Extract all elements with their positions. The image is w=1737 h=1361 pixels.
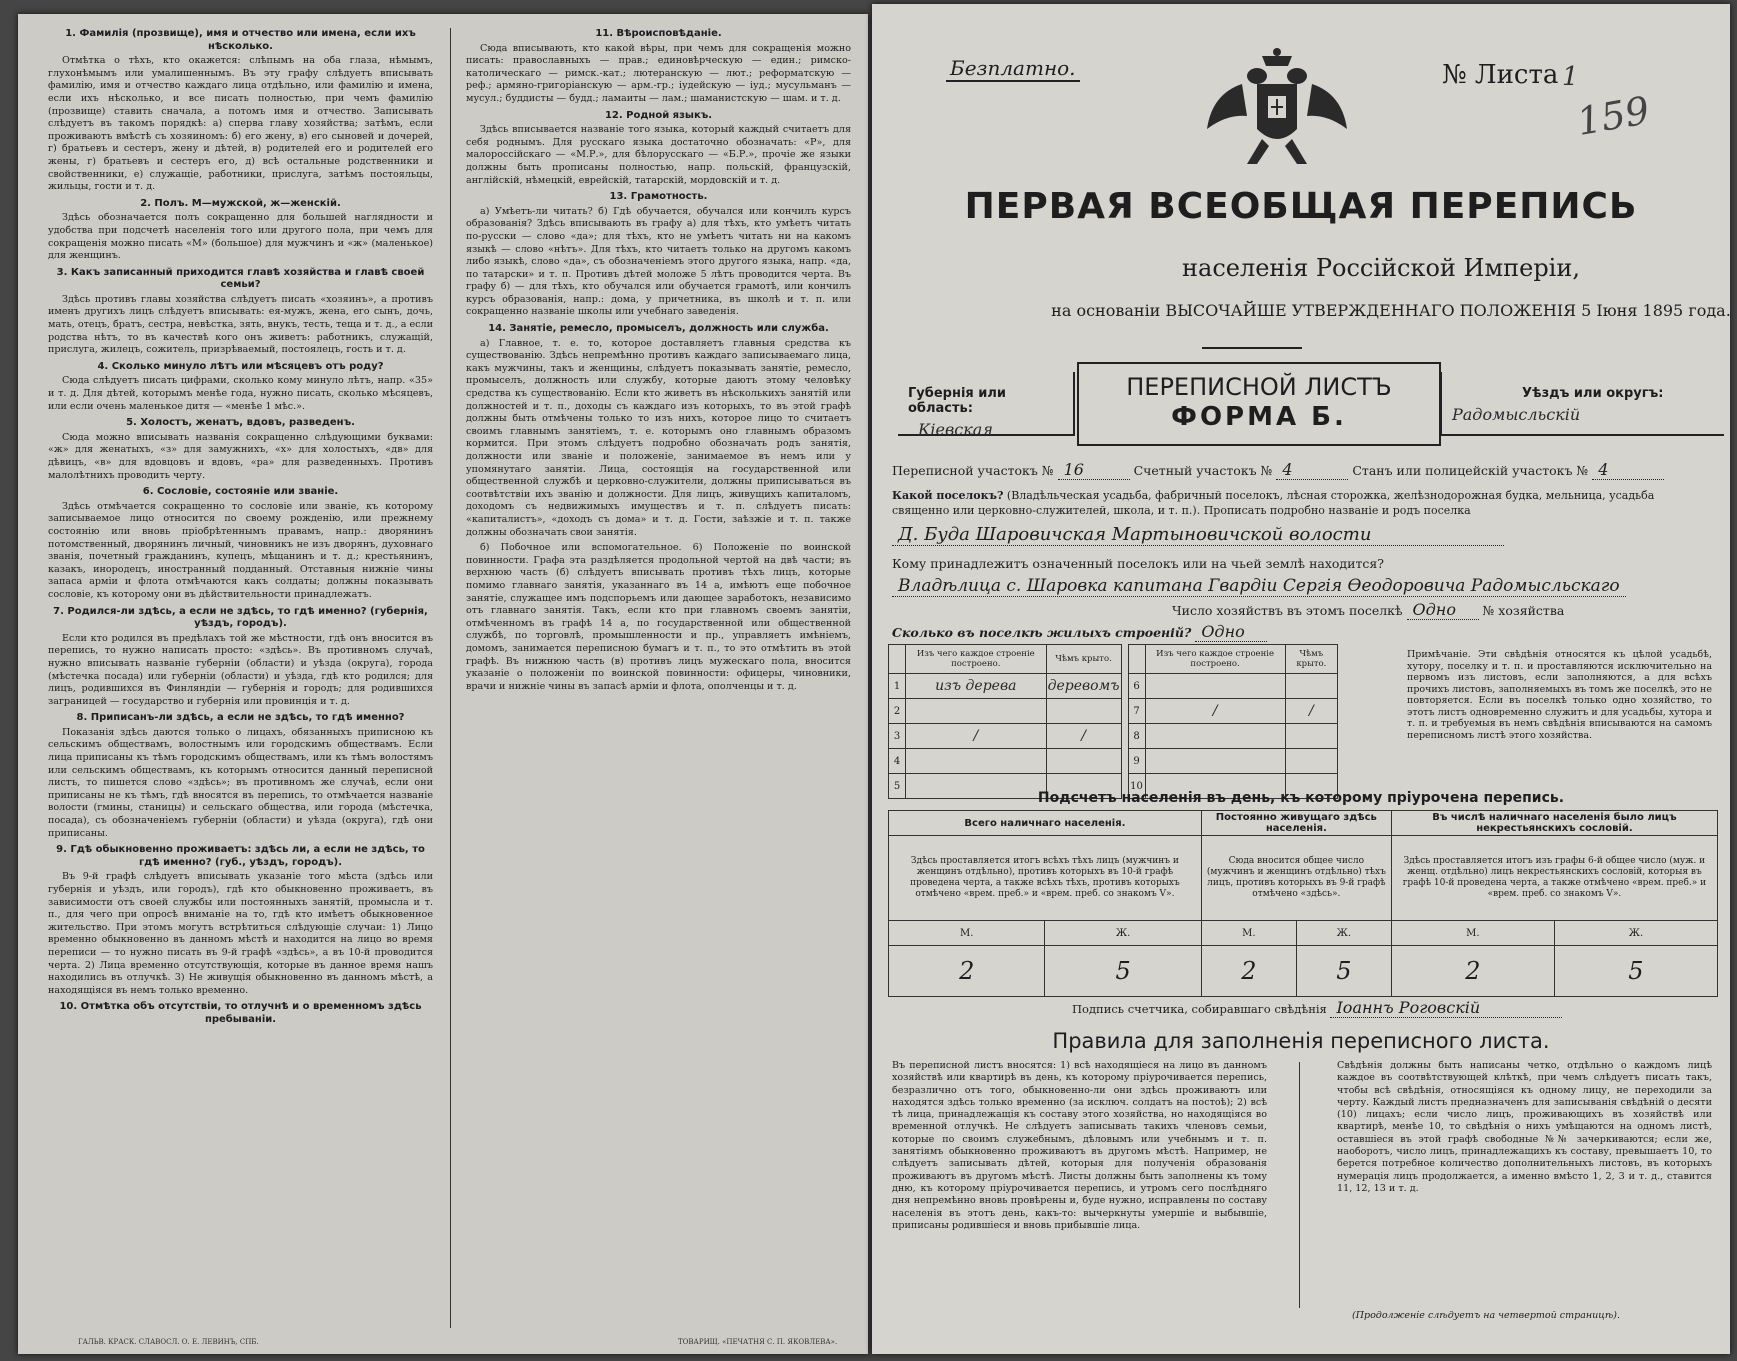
building-material: [1145, 724, 1285, 749]
left-page: [18, 14, 868, 1354]
building-number: 3: [889, 724, 906, 749]
printer-footer-right: ТОВАРИЩ. «ПЕЧАТНЯ С. П. ЯКОВЛЕВА».: [678, 1338, 838, 1346]
province-value: Кіевская: [918, 420, 993, 439]
building-material: [1145, 674, 1285, 699]
instruction-heading: 6. Сословіе, состояніе или званіе.: [142, 486, 339, 498]
population-column-header: Въ числѣ наличнаго населенія было лицъ некрестьянскихъ сословій.: [1391, 811, 1717, 836]
printer-footer-left: ГАЛЬВ. КРАСК. СЛАВОСЛ. О. Е. ЛЕВИНЪ, СПБ.: [78, 1338, 259, 1346]
building-material: /: [1145, 699, 1285, 724]
instruction-text: Если кто родился въ предѣлахъ той же мѣстности, гдѣ онъ вносится въ перепись, то нужно написать просто: «здѣсь». Въ противномъ случаѣ, нужно вписывать названіе губерніи (области) и уѣзда (округа), города (мѣстечка посада) или губерніи (области) и уѣзда, гдѣ кто родился; для лицъ, родившихся въ Финляндіи — губернія и городъ; для родившихся заграницей — государство и губернія или провинція и т. д.: [48, 632, 433, 707]
building-roof: /: [1046, 724, 1121, 749]
signature-value: Іоаннъ Роговскій: [1330, 998, 1562, 1018]
building-number: 9: [1128, 749, 1145, 774]
instruction-text: а) Умѣетъ-ли читать? б) Гдѣ обучается, обучался или кончилъ курсъ образованія? Здѣсь вписывають въ графу а) для тѣхъ, кто умѣетъ читать по-русски — слово «да»; для тѣхъ, кто не умѣетъ читать ни на какомъ языкѣ — слово «нѣтъ». Для тѣхъ, кто читаетъ только на другомъ какомъ либо языкѣ, слово «да», съ обозначеніемъ этого другого языка, напр. «да, по татарски» и т. п. Противъ дѣтей моложе 5 лѣтъ проводится черта. Въ графу б) — для тѣхъ, кто обучался или обучается грамотѣ, или кончилъ курсъ образованія, напр.: дома, у причетника, въ школѣ и т. п. или сокращенно названіе школы или учебнаго заведенія.: [466, 205, 851, 318]
census-area-line: [892, 460, 1712, 480]
settlement-label: Какой поселокъ?: [892, 489, 1004, 502]
instruction-text: Здѣсь отмѣчается сокращенно то сословіе или званіе, къ которому записываемое лицо относится по своему рожденію, или прежнему состоянію или вновь пріобрѣтеннымъ правамъ, напр.: дворянинъ потомственный, дворянинъ личный, чиновникъ не изъ дворянъ, духовнаго званія, почетный гражданинъ, купецъ, мѣщанинъ и т. д.; крестьянинъ, казакъ, инородецъ, иностранный подданный. Отставныя нижніе чины запаса армiи и флота отмѣчаются какъ солдаты; должны показывать сословіе, къ которому они въ дѣйствительности принадлежатъ.: [48, 500, 433, 600]
population-table: [888, 810, 1718, 997]
instruction-heading: 1. Фамилія (прозвище), имя и отчество или имена, если ихъ нѣсколько.: [65, 28, 416, 52]
district-value: Радомысльскій: [1452, 405, 1581, 424]
building-roof: /: [1285, 699, 1337, 724]
province-box: [898, 372, 1075, 439]
instruction-heading: 5. Холостъ, женатъ, вдовъ, разведенъ.: [126, 417, 355, 429]
male-label: М.: [1201, 921, 1296, 946]
instruction-text: Сюда слѣдуетъ писать цифрами, сколько кому минуло лѣтъ, напр. «35» и т. д. Для дѣтей, которымъ менѣе года, нужно писать, сколько мѣсяцевъ, или если очень маленькое дитя — «менѣе 1 мѣс.».: [48, 375, 433, 412]
population-column-description: Здѣсь проставляется итогъ всѣхъ тѣхъ лицъ (мужчинъ и женщинъ отдѣльно), противъ которыхъ въ 10-й графѣ проведена черта, а также всѣхъ тѣхъ, противъ которыхъ отмѣчено «врем. преб.» и «врем. преб. со знакомъ V».: [889, 836, 1202, 921]
police-area-value: 4: [1592, 460, 1664, 480]
male-label: М.: [1391, 921, 1554, 946]
instruction-text: б) Побочное или вспомогательное. 6) Положеніе по воинской повинности. Графа эта раздѣляется продольной чертой на двѣ части; въ верхнюю часть (б) слѣдуетъ вписывать противъ тѣхъ лицъ, которые помимо главнаго занятія, указаннаго въ 14 а, имѣютъ еще побочное занятіе, служащее имъ подспорьемъ или дающее заработокъ, независимо отъ главнаго занятія. Такъ, если кто при главномъ своемъ занятіи, отмѣченномъ въ графѣ 14 а, по государственной или общественной службѣ, по торговлѣ, промышленности и пр., управляетъ имѣніемъ, домомъ, занимается переписною бумагъ и т. п., то это отмѣтить въ этой графѣ. Въ нижнюю часть (в) противъ лицъ мужескаго пола, вносится указаніе о положеніи по воинской повинности: офицеры, чиновники, врачи и нижніе чины въ запасѣ армiи и флота, ополченцы и т. д.: [466, 542, 851, 692]
female-label: Ж.: [1045, 921, 1201, 946]
instruction-text: Сюда вписывають, кто какой вѣры, при чемъ для сокращенія можно писать: православныхъ — прав.; единовѣрческую — един.; римско-католическаго — римск.-кат.; лютеранскую — лют.; реформатскую — реф.; армяно-григоріанскую — арм.-гр.; іудейскую — іуд.; мусульманъ — мусул.; буддисты — будд.; ламаиты — лам.; шаманистскую — шам. и т. д.: [466, 42, 851, 104]
archive-page-number: 159: [1573, 88, 1653, 144]
building-material: [1145, 749, 1285, 774]
buildings-line: [892, 622, 1712, 642]
gap: [1121, 674, 1128, 699]
male-label: М.: [889, 921, 1045, 946]
building-roof: [1046, 749, 1121, 774]
settlement-line: [892, 488, 1712, 518]
owner-value-line: [892, 576, 1712, 597]
instruction-heading: 9. Гдѣ обыкновенно проживаетъ: здѣсь ли, а если не здѣсь, то гдѣ именно? (губ., уѣздъ, городъ).: [56, 844, 425, 868]
male-count: 2: [1201, 946, 1296, 997]
instruction-heading: 11. Вѣроисповѣданіе.: [595, 28, 722, 39]
population-column-description: Сюда вносится общее число (мужчинъ и женщинъ отдѣльно) тѣхъ лицъ, противъ которыхъ въ 9-й графѣ отмѣчено «здѣсь».: [1201, 836, 1391, 921]
rules-title: Правила для заполненія переписного листа.: [1052, 1029, 1550, 1053]
province-label: Губернія или область:: [908, 386, 1007, 416]
female-label: Ж.: [1554, 921, 1717, 946]
continued-note: (Продолженіе слѣдуетъ на четвертой страницѣ).: [1352, 1310, 1620, 1321]
rules-divider: [1299, 1062, 1300, 1308]
instruction-text: Здѣсь вписывается названіе того языка, который каждый считаетъ для себя роднымъ. Для русскаго языка достаточно обозначать: «Р», для малороссійскаго — «М.Р.», для бѣлорусскаго — «Б.Р.», прочіе же языки должны быть прописаны полностью, напр. польскій, французскій, англійскій, нѣмецкій, еврейскій, татарскій, мордовскій и т. д.: [466, 124, 851, 186]
col-material: Изъ чего каждое строеніе построено.: [906, 645, 1047, 674]
female-label: Ж.: [1296, 921, 1391, 946]
female-count: 5: [1554, 946, 1717, 997]
building-number: 2: [889, 699, 906, 724]
building-number: 1: [889, 674, 906, 699]
building-roof: [1285, 724, 1337, 749]
settlement-hint: (Владѣльческая усадьба, фабричный поселокъ, лѣсная сторожка, желѣзнодорожная будка, мельница, усадьба священно или церковно-служителей, школа, и т. п.). Прописать подробно названіе и родъ поселка: [892, 489, 1655, 517]
count-area-label: Счетный участокъ №: [1133, 463, 1273, 478]
building-roof: деревомъ: [1046, 674, 1121, 699]
free-label: Безплатно.: [946, 56, 1080, 82]
settlement-value-line: [892, 524, 1712, 546]
building-row: [889, 699, 1338, 724]
male-count: 2: [1391, 946, 1554, 997]
instruction-heading: 12. Родной языкъ.: [604, 109, 713, 121]
instruction-heading: 4. Сколько минуло лѣтъ или мѣсяцевъ отъ роду?: [97, 360, 384, 372]
households-line: [1172, 600, 1712, 620]
instructions-column-2: [466, 24, 851, 696]
col-roof: Чѣмъ крыто.: [1046, 645, 1121, 674]
column-divider: [450, 28, 451, 1328]
document-subtitle: населенія Россійской Имперіи,: [1182, 254, 1580, 282]
building-number: 6: [1128, 674, 1145, 699]
buildings-note: Примѣчаніе. Эти свѣдѣнія относятся къ цѣлой усадьбѣ, хутору, поселку и т. п. и проставляются исключительно на первомъ изъ листовъ, если заполняются, а для всѣхъ прочихъ листовъ, заполняемыхъ въ томъ же поселкѣ, это не повторяется. Если въ поселкѣ только одно хозяйство, то этотъ листъ одновременно служитъ и для усадьбы, хутора и т. п. и требуемыя въ немъ свѣдѣнія вписываются на самомъ переписномъ листѣ этого хозяйства.: [1407, 649, 1712, 741]
building-number: 4: [889, 749, 906, 774]
instruction-text: а) Главное, т. е. то, которое доставляетъ главныя средства къ существованію. Здѣсь непремѣнно противъ каждаго записываемаго лица, какъ мужчины, такъ и женщины, слѣдуетъ показывать занятіе, ремесло, промыселъ, должность или службу, которые даютъ этому человѣку средства къ существованію. Если кто живетъ въ нѣсколькихъ занятій или должностей и т. п., доходы съ каждаго изъ которыхъ, то въ этой графѣ должны быть отмѣчены только то изъ нихъ, которое лицо то считаетъ своимъ главнымъ занятіемъ, т. е. которымъ оно главнымъ образомъ кормится. При этомъ слѣдуетъ подробно обозначать родъ занятія, должности или званіе и положеніе, занимаемое въ немъ или у упомянутаго занятіи. Лица, состоящія на государственной или общественной службѣ и церковно-служители, должны приписываться въ соотвѣтствіи ихъ званію и должности. Для лицъ, живущихъ капиталомъ, доходомъ съ недвижимыхъ имуществъ и т. п. слѣдуетъ писать: «капиталистъ», «доходъ съ дома» и т. д. Гости, заѣзжіе и т. п. также должны обозначать свои занятія.: [466, 337, 851, 538]
instruction-text: Здѣсь противъ главы хозяйства слѣдуетъ писать «хозяинъ», а противъ именъ другихъ лицъ слѣдуетъ вписывать: ея-мужъ, жена, его сынъ, дочь, мать, отецъ, братъ, сестра, невѣстка, зять, внукъ, тесть, теща и т. д., а если родства нѣтъ, то въ качествѣ кого онъ живетъ: работникъ, служащій, прислуга, жилецъ, сожитель, призрѣваемый, постоялецъ, гость и т. д.: [48, 293, 433, 356]
census-area-value: 16: [1058, 460, 1130, 480]
sheet-label: № Листа: [1442, 60, 1559, 90]
double-headed-eagle-emblem: [1202, 44, 1352, 174]
district-box: [1440, 372, 1724, 436]
col-roof-2: Чѣмъ крыто.: [1285, 645, 1337, 674]
building-material: [906, 699, 1047, 724]
col-material-2: Изъ чего каждое строеніе построено.: [1145, 645, 1285, 674]
form-title-box: [1077, 362, 1441, 446]
instruction-heading: 10. Отмѣтка объ отсутствіи, то отлучнѣ и о временномъ здѣсь пребываніи.: [59, 1001, 422, 1025]
gap: [1121, 724, 1128, 749]
instruction-heading: 13. Грамотность.: [609, 191, 708, 203]
title-divider: [1202, 347, 1302, 349]
owner-label: Кому принадлежитъ означенный поселокъ или на чьей землѣ находится?: [892, 556, 1384, 571]
building-material: /: [906, 724, 1047, 749]
households-label: Число хозяйствъ въ этомъ поселкѣ: [1172, 603, 1403, 618]
female-count: 5: [1045, 946, 1201, 997]
enumerator-signature-line: [1072, 998, 1562, 1018]
right-page: [872, 4, 1730, 1354]
police-area-label: Станъ или полицейскій участокъ №: [1352, 463, 1589, 478]
form-title: [1079, 372, 1439, 432]
gap: [1121, 699, 1128, 724]
document-title: ПЕРВАЯ ВСЕОБЩАЯ ПЕРЕПИСЬ: [964, 186, 1638, 227]
instruction-text: Сюда можно вписывать названія сокращенно слѣдующими буквами: «ж» для женатыхъ, «з» для замужнихъ, «х» для холостыхъ, «дв» для дѣвицъ, «в» для вдовцовъ и вдовъ, «ра» для разведенныхъ. Противъ малолѣтнихъ проводить черту.: [48, 431, 433, 481]
instruction-heading: 2. Полъ. М—мужской, ж—женскій.: [140, 197, 341, 209]
district-label: Уѣздъ или округъ:: [1522, 386, 1664, 401]
building-row: [889, 724, 1338, 749]
settlement-value: Д. Буда Шаровичская Мартыновичской волости: [892, 524, 1504, 546]
census-area-label: Переписной участокъ №: [892, 463, 1054, 478]
buildings-value: Одно: [1195, 622, 1267, 642]
instruction-text: Отмѣтка о тѣхъ, кто окажется: слѣпымъ на оба глаза, нѣмымъ, глухонѣмымъ или умалишеннымъ. Въ эту графу слѣдуетъ вписывать фамилію, имя и отчество каждаго лица отдѣльно, или фамилію и имена, если ихъ нѣсколько, и все писать полностью, при чемъ фамилію (прозвище) ставить сначала, а потомъ имя и отчество. Записывать слѣдуетъ въ такомъ порядкѣ: а) сперва главу хозяйства; затѣмъ, если проживаютъ вмѣстѣ съ хозяиномъ: б) его жену, в) его сыновей и дочерей, г) братьевъ и сестеръ, жену и дѣтей, в) родителей его и родителей его жены, г) братьевъ и сестеръ его, д) всѣ остальные родственники и свойственники, е) служащіе, работники, прислуга, затѣмъ постояльцы, жильцы, гости и т. д.: [48, 55, 433, 193]
instructions-column-1: [48, 24, 433, 1029]
instruction-heading: 3. Какъ записанный приходится главѣ хозяйства и главѣ своей семьи?: [56, 266, 425, 291]
population-column-description: Здѣсь проставляется итогъ изъ графы 6-й общее число (муж. и женщ. отдѣльно) лицъ некрестьянскихъ сословій, которыя въ графѣ 10-й проведена черта, а также отмѣчено «врем. преб.» и «врем. преб. со знакомъ V».: [1391, 836, 1717, 921]
male-count: 2: [889, 946, 1045, 997]
instruction-text: Здѣсь обозначается полъ сокращенно для большей наглядности и удобства при подсчетѣ населенія того или другого пола, при чемъ для сокращенія можно писать «М» (большое) для мужчинъ и «ж» (маленькое) для женщинъ.: [48, 212, 433, 262]
building-roof: [1046, 699, 1121, 724]
building-number: 8: [1128, 724, 1145, 749]
building-roof: [1285, 674, 1337, 699]
population-count-title: Подсчетъ населенія въ день, къ которому пріурочена перепись.: [1037, 790, 1565, 806]
sheet-number-label: [1442, 60, 1558, 90]
rules-column-1: Въ переписной листъ вносятся: 1) всѣ находящіеся на лицо въ данномъ хозяйствѣ или квартирѣ въ день, къ которому пріурочивается перепись, безразлично отъ того, обыкновенно-ли они здѣсь проживаютъ или находятся здѣсь только временно (за исключ. солдатъ на постоѣ); 2) всѣ тѣ лица, принадлежащія къ составу этого хозяйства, но находящіяся во временной отлучкѣ. Не слѣдуетъ записывать такихъ членовъ семьи, которые по своимъ служебнымъ, дѣловымъ или учебнымъ и т. п. занятіямъ обыкновенно проживаютъ въ другомъ мѣстѣ. Например, не слѣдуетъ записывать дѣтей, которыя для полученія образованія проживаютъ въ другомъ мѣстѣ. Листы должны быть заполнены къ тому дню, къ которому пріурочивается перепись, и утромъ сего послѣдняго дня непремѣнно вновь провѣрены и, буде нужно, исправлены по составу населенія въ этотъ день, какъ-то: вычеркнуты умершіе и выбывшіе, приписаны родившіеся и вновь прибывшіе лица.: [892, 1060, 1267, 1231]
gap: [1121, 749, 1128, 774]
instruction-heading: 7. Родился-ли здѣсь, а если не здѣсь, то гдѣ именно? (губернія, уѣздъ, городъ).: [53, 605, 428, 630]
instruction-heading: 8. Приписанъ-ли здѣсь, а если не здѣсь, то гдѣ именно?: [76, 712, 405, 724]
population-column-header: Всего наличнаго населенія.: [889, 811, 1202, 836]
count-area-value: 4: [1276, 460, 1348, 480]
building-row: [889, 749, 1338, 774]
instruction-text: Показанія здѣсь даются только о лицахъ, обязанныхъ приписною къ сельскимъ обществамъ, волостнымъ или городскимъ обществамъ. Если лица приписаны къ тѣмъ городскимъ обществамъ, или къ тѣмъ волостямъ или сельскимъ обществамъ, къ которымъ относится данный переписной листъ, то пишется слово «здѣсь»; въ противномъ же случаѣ, если они приписаны не къ тѣмъ, гдѣ вносятся въ перепись, то отмѣчается названіе волости (гмины, станицы) и сельскаго общества, или города (мѣстечка, посада), съ обозначеніемъ губерніи (области) и уѣзда (округа), гдѣ они приписаны.: [48, 726, 433, 839]
households-value: Одно: [1407, 600, 1479, 620]
building-number: 7: [1128, 699, 1145, 724]
population-column-header: Постоянно живущаго здѣсь населенія.: [1201, 811, 1391, 836]
instruction-heading: 14. Занятіе, ремесло, промыселъ, должность или служба.: [488, 323, 829, 335]
instruction-text: Въ 9-й графѣ слѣдуетъ вписывать указаніе того мѣста (здѣсь или губернія и уѣздъ, или городъ), гдѣ кто обыкновенно проживаетъ, въ зависимости отъ своей службы или постоянныхъ занятій, промысла и т. п., для чего при опросѣ вниманіе на то, гдѣ кто имѣетъ обыкновенное жительство. При этомъ могутъ встрѣтиться слѣдующіе случаи: 1) Лицо временно обыкновенно въ данномъ мѣстѣ и находится на лицо во время переписи — то нужно писать въ 9-й графѣ «здѣсь», а въ 10-й проводится черта. 2) Лица временно отсутствующія, которые въ данное время нашъ находились въ отлучкѣ. 3) Не живущія обыкновенно въ данномъ мѣстѣ, а находящіяся въ немъ только временно.: [48, 871, 433, 996]
building-row: [889, 674, 1338, 699]
building-material: [906, 749, 1047, 774]
sheet-number-value: 1: [1562, 62, 1579, 92]
buildings-label: Сколько въ поселкѣ жилыхъ строеній?: [892, 625, 1192, 640]
building-material: изъ дерева: [906, 674, 1047, 699]
household-no-label: № хозяйства: [1482, 603, 1565, 618]
building-number: 5: [889, 774, 906, 799]
form-type: ФОРМА Б.: [1171, 402, 1347, 432]
building-roof: [1285, 749, 1337, 774]
legal-basis: на основаніи ВЫСОЧАЙШЕ УТВЕРЖДЕННАГО ПОЛОЖЕНІЯ 5 Іюня 1895 года.: [1051, 301, 1731, 320]
signature-label: Подпись счетчика, собиравшаго свѣдѣнія: [1072, 1002, 1327, 1016]
owner-line: [892, 556, 1712, 571]
owner-value: Владѣлица с. Шаровка капитана Гвардіи Сергія Ѳеодоровича Радомысльскаго: [892, 576, 1626, 597]
form-title-main: ПЕРЕПИСНОЙ ЛИСТЪ: [1126, 373, 1392, 401]
rules-column-2: Свѣдѣнія должны быть написаны четко, отдѣльно о каждомъ лицѣ каждое въ соотвѣтствующей клѣткѣ, при чемъ слѣдуетъ писать такъ, чтобы всѣ свѣдѣнія, относящіяся къ одному лицу, не переходили за черту. Каждый листъ предназначенъ для записыванія свѣдѣній о десяти (10) лицахъ; если число лицъ, проживающихъ въ хозяйствѣ или квартирѣ, менѣе 10, то свѣдѣнія о нихъ умѣщаются на одномъ листѣ, оставшіеся въ этой графѣ свободные №№ зачеркиваются; если же, наоборотъ, число лицъ, принадлежащихъ къ составу, превышаетъ 10, то берется потребное количество дополнительныхъ листовъ, въ которыхъ нумерація лицъ продолжается, а именно вмѣсто 1, 2, 3 и т. д., ставится 11, 12, 13 и т. д.: [1337, 1060, 1712, 1194]
building-number: 10: [1128, 774, 1145, 799]
female-count: 5: [1296, 946, 1391, 997]
buildings-table: [888, 644, 1338, 799]
